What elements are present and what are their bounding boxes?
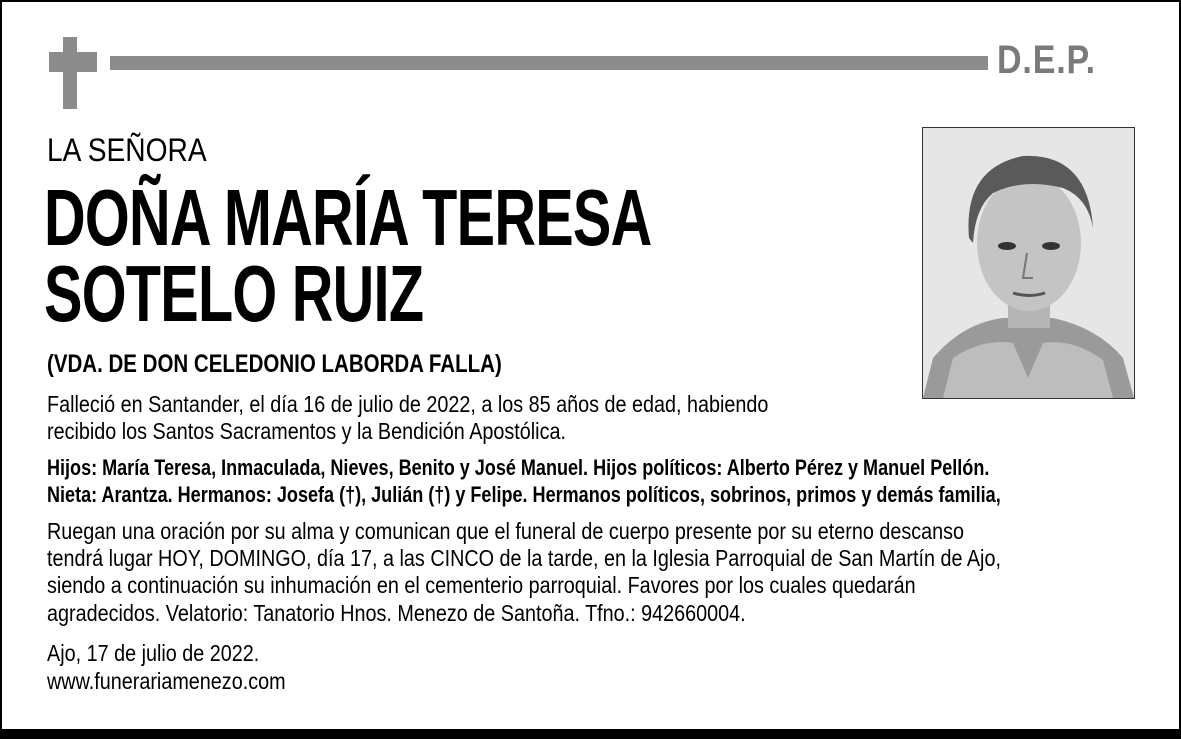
portrait-photo (922, 127, 1135, 399)
portrait-image (923, 128, 1134, 398)
deceased-name-line-2: SOTELO RUIZ (44, 249, 424, 338)
death-line: recibido los Santos Sacramentos y la Bendición Apostólica. (47, 418, 566, 444)
website-link[interactable]: www.funerariamenezo.com (47, 668, 286, 694)
deceased-name-line-1: DOÑA MARÍA TERESA (44, 173, 652, 262)
funeral-line: siendo a continuación su inhumación en el cementerio parroquial. Favores por los cuales quedarán (47, 572, 916, 598)
cross-icon-bar (49, 52, 97, 72)
place-date: Ajo, 17 de julio de 2022. (47, 640, 260, 666)
title-prefix: LA SEÑORA (47, 132, 207, 168)
family-line: Nieta: Arantza. Hermanos: Josefa (†), Julián (†) y Felipe. Hermanos políticos, sobrinos, primos y demás familia, (47, 482, 1001, 507)
family-line: Hijos: María Teresa, Inmaculada, Nieves, Benito y José Manuel. Hijos políticos: Alberto Pérez y Manuel Pellón. (47, 455, 990, 480)
death-line: Falleció en Santander, el día 16 de julio de 2022, a los 85 años de edad, habiendo (47, 391, 769, 417)
widow-of: (VDA. DE DON CELEDONIO LABORDA FALLA) (47, 350, 502, 378)
funeral-line: Ruegan una oración por su alma y comunican que el funeral de cuerpo presente por su eterno descanso (47, 518, 965, 544)
header-rule (110, 56, 988, 70)
funeral-line: tendrá lugar HOY, DOMINGO, día 17, a las CINCO de la tarde, en la Iglesia Parroquial de San Martín de Ajo, (47, 545, 1001, 571)
dep-label: D.E.P. (997, 38, 1096, 82)
cross-icon (63, 37, 77, 109)
funeral-line: agradecidos. Velatorio: Tanatorio Hnos. Menezo de Santoña. Tfno.: 942660004. (47, 600, 746, 626)
